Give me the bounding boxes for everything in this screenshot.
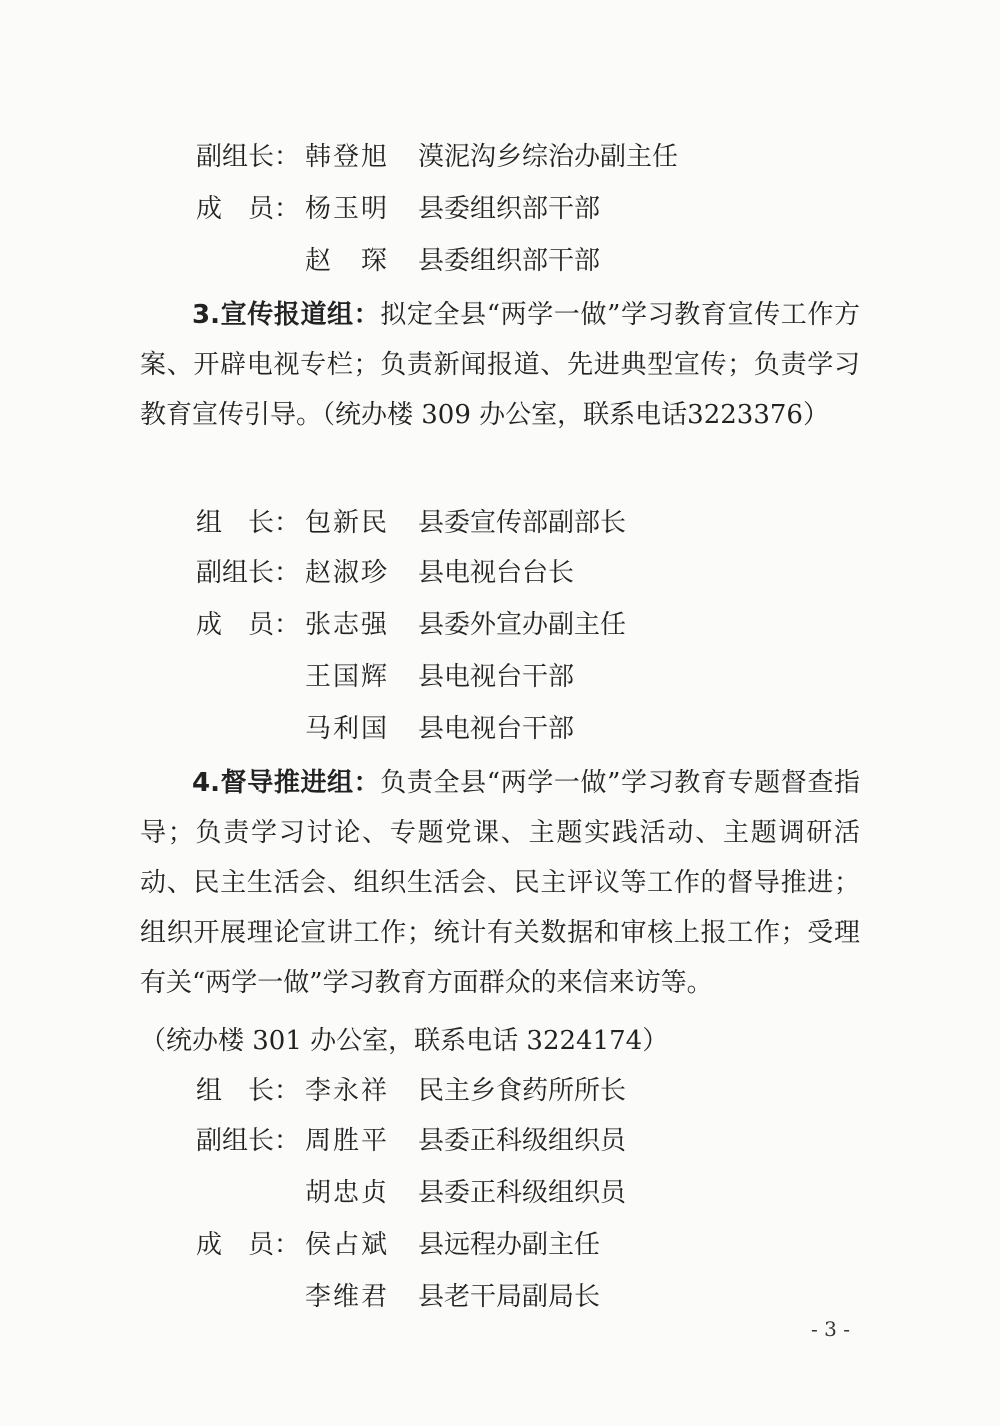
member-title: 县远程办副主任	[418, 1230, 601, 1260]
role-label: 副组长：	[196, 1126, 301, 1156]
role-label: 成 员：	[196, 194, 301, 224]
section-3-paragraph	[140, 290, 860, 440]
member-title: 县电视台干部	[418, 662, 575, 692]
section-contact: （统办楼 301 办公室，联系电话 3224174）	[140, 1026, 669, 1056]
member-title: 县老干局副局长	[418, 1282, 601, 1312]
member-title: 民主乡食药所所长	[418, 1076, 627, 1106]
member-name: 杨玉明	[305, 194, 390, 224]
member-name: 马利国	[305, 714, 390, 744]
member-name: 李永祥	[305, 1076, 390, 1106]
member-name: 赵淑珍	[305, 558, 390, 588]
section-4-paragraph	[140, 758, 860, 1008]
section-heading: 3.宣传报道组：	[192, 300, 381, 330]
section-body: 拟定全县“两学一做”学习教育宣传工作方案、开辟电视专栏；负责新闻报道、先进典型宣传；负责学习教育宣传引导。（统办楼 309 办公室，联系电话3223376）	[140, 300, 860, 430]
member-name: 张志强	[305, 610, 390, 640]
member-title: 县电视台干部	[418, 714, 575, 744]
bleed-through-text	[620, 195, 708, 223]
member-title: 县电视台台长	[418, 558, 575, 588]
member-title: 县委正科级组织员	[418, 1178, 627, 1208]
role-label: 组 长：	[196, 1076, 301, 1106]
member-name: 赵 琛	[305, 246, 390, 276]
section-body: 负责全县“两学一做”学习教育专题督查指导；负责学习讨论、专题党课、主题实践活动、主题调研活动、民主生活会、组织生活会、民主评议等工作的督导推进；组织开展理论宣讲工作；统计有关数据和审核上报工作；受理有关“两学一做”学习教育方面群众的来信来访等。	[140, 768, 860, 998]
member-title: 县委宣传部副部长	[418, 508, 627, 538]
member-name: 李维君	[305, 1282, 390, 1312]
role-label: 副组长：	[196, 558, 301, 588]
section-heading: 4.督导推进组：	[192, 768, 381, 798]
role-label: 副组长：	[196, 142, 301, 172]
role-label: 组 长：	[196, 508, 301, 538]
role-label: 成 员：	[196, 610, 301, 640]
page-number: - 3 -	[811, 1317, 850, 1341]
member-name: 侯占斌	[305, 1230, 390, 1260]
member-title: 县委组织部干部	[418, 246, 601, 276]
member-name: 周胜平	[305, 1126, 390, 1156]
role-label: 成 员：	[196, 1230, 301, 1260]
member-title: 漠泥沟乡综治办副主任	[418, 142, 679, 172]
member-title: 县委组织部干部	[418, 194, 601, 224]
member-name: 胡忠贞	[305, 1178, 390, 1208]
member-title: 县委正科级组织员	[418, 1126, 627, 1156]
member-name: 包新民	[305, 508, 390, 538]
member-title: 县委外宣办副主任	[418, 610, 627, 640]
member-name: 王国辉	[305, 662, 390, 692]
member-name: 韩登旭	[305, 142, 390, 172]
